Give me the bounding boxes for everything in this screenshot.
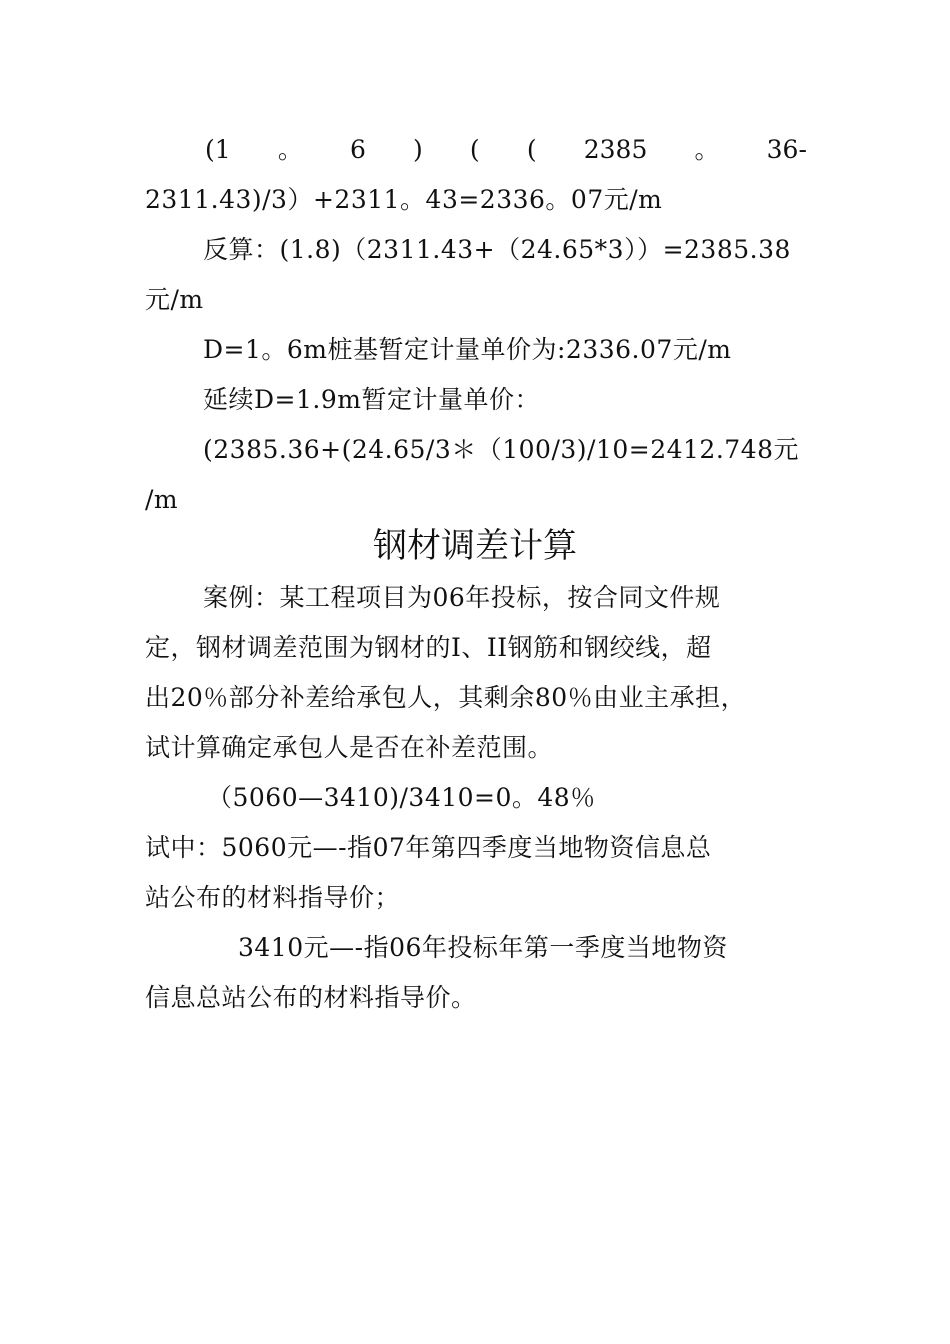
formula-token: 。 [694, 135, 720, 164]
formula-token: (1 [205, 135, 231, 164]
formula-token: 。 [277, 135, 303, 164]
unit-price-d19-unit: /m [145, 485, 179, 514]
back-calculation-unit: 元/m [145, 285, 204, 314]
formula-token: ( [526, 135, 537, 164]
case-line-1: 案例：某工程项目为06年投标，按合同文件规 [203, 583, 721, 612]
note-1-line-1: 试中：5060元—-指07年第四季度当地物资信息总 [145, 833, 712, 862]
back-calculation-line: 反算：(1.8)（2311.43+（24.65*3））=2385.38 [203, 235, 791, 264]
unit-price-d19-formula: (2385.36+(24.65/3＊（100/3)/10=2412.748元 [203, 435, 800, 464]
formula-line-1 [205, 132, 807, 168]
case-line-2: 定，钢材调差范围为钢材的I、II钢筋和钢绞线，超 [145, 633, 712, 662]
formula-token: 36- [766, 135, 807, 164]
formula-token: 2385 [583, 135, 648, 164]
note-1-line-2: 站公布的材料指导价； [145, 883, 401, 912]
section-title: 钢材调差计算 [373, 526, 577, 566]
unit-price-d19-intro: 延续D=1.9m暂定计量单价： [203, 385, 540, 414]
case-line-3: 出20％部分补差给承包人，其剩余80％由业主承担， [145, 683, 747, 712]
formula-token: ( [469, 135, 480, 164]
formula-token: 6 [349, 135, 366, 164]
formula-line-2: 2311.43)/3）+2311。43=2336。07元/m [145, 185, 663, 214]
formula-token: ) [413, 135, 423, 164]
case-line-4: 试计算确定承包人是否在补差范围。 [145, 733, 554, 762]
note-2-line-2: 信息总站公布的材料指导价。 [145, 983, 477, 1012]
unit-price-d16-line: D=1。6m桩基暂定计量单价为:2336.07元/m [203, 335, 732, 364]
steel-price-ratio-calc: （5060—3410)/3410=0。48％ [207, 783, 596, 812]
note-2-line-1: 3410元—-指06年投标年第一季度当地物资 [238, 933, 728, 962]
